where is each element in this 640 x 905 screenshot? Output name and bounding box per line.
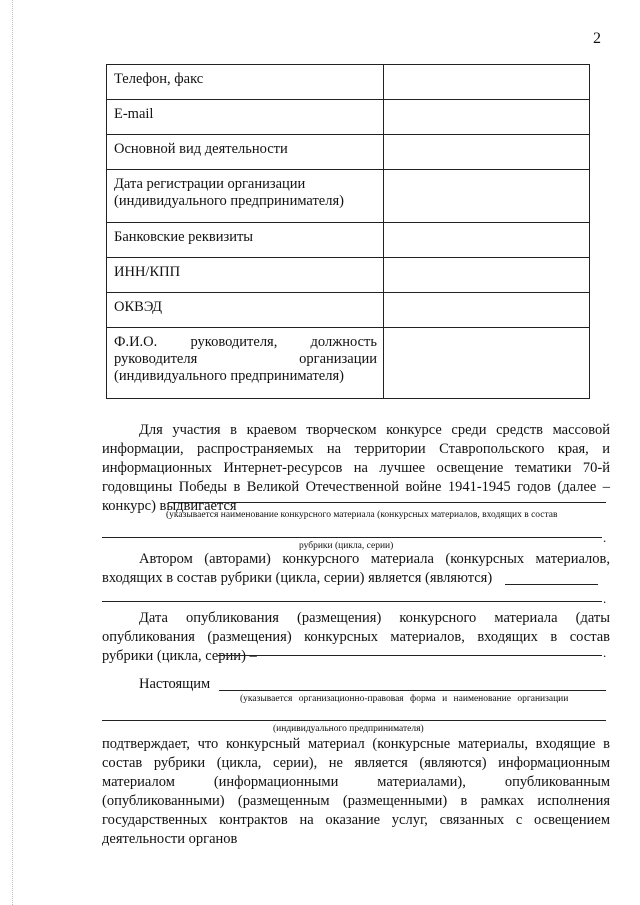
row-label: ОКВЭД — [107, 293, 384, 328]
table-row — [107, 328, 590, 399]
row-value[interactable] — [384, 293, 590, 328]
table-row — [107, 258, 590, 293]
page-number: 2 — [593, 30, 601, 47]
row-value[interactable] — [384, 65, 590, 100]
row-value[interactable] — [384, 135, 590, 170]
organization-info-table — [106, 64, 590, 399]
organization-fill-line[interactable] — [219, 690, 606, 691]
table-row — [107, 100, 590, 135]
period-mark: . — [603, 591, 607, 606]
row-value[interactable] — [384, 258, 590, 293]
period-mark: . — [603, 530, 607, 545]
period-mark: . — [603, 645, 607, 660]
row-label: ИНН/КПП — [107, 258, 384, 293]
table-row — [107, 293, 590, 328]
nomination-caption-2: рубрики (цикла, серии) — [299, 541, 394, 551]
organization-fill-line-2[interactable] — [102, 720, 606, 721]
row-label: Дата регистрации организации (индивидуального предпринимателя) — [107, 170, 384, 223]
row-value[interactable] — [384, 100, 590, 135]
author-fill-line-2[interactable] — [102, 601, 602, 602]
row-label: E-mail — [107, 100, 384, 135]
confirmation-paragraph: подтверждает, что конкурсный материал (конкурсные материалы, входящие в состав рубрики (цикла, серии), не является (являются) информационным материалом (информационными материалами), опубликованным (опубликованными) (размещенным (размещенными) в рамках исполнения государственных контрактов на оказание услуг, связанных с освещением деятельности органов — [102, 736, 610, 847]
scan-margin-mark — [12, 0, 15, 905]
row-label: Банковские реквизиты — [107, 223, 384, 258]
row-label: Телефон, факс — [107, 65, 384, 100]
row-value[interactable] — [384, 223, 590, 258]
table-row — [107, 135, 590, 170]
nomination-caption: (указывается наименование конкурсного материала (конкурсных материалов, входящих в состав — [166, 510, 558, 520]
author-paragraph: Автором (авторами) конкурсного материала (конкурсных материалов, входящих в состав рубрики (цикла, серии) является (являются) — [102, 551, 610, 586]
organization-caption-2: (индивидуального предпринимателя) — [273, 724, 424, 734]
nomination-fill-line[interactable] — [168, 502, 606, 503]
table-row — [107, 170, 590, 223]
row-label: Основной вид деятельности — [107, 135, 384, 170]
table-row — [107, 65, 590, 100]
organization-caption: (указывается организационно-правовая форма и наименование организации — [240, 694, 569, 704]
hereby-label: Настоящим — [139, 676, 211, 692]
row-value[interactable] — [384, 170, 590, 223]
row-value[interactable] — [384, 328, 590, 399]
author-fill-line[interactable] — [505, 584, 598, 585]
publication-date-fill-line[interactable] — [218, 655, 602, 656]
publication-date-paragraph: Дата опубликования (размещения) конкурсного материала (даты опубликования (размещения) конкурсных материалов, входящих в состав рубрики (цикла, серии) – — [102, 610, 610, 664]
nomination-fill-line-2[interactable] — [102, 537, 602, 538]
table-row — [107, 223, 590, 258]
row-label: Ф.И.О. руководителя, должность руководителя организации (индивидуального предпринимателя) — [107, 328, 384, 399]
nomination-paragraph: Для участия в краевом творческом конкурсе среди средств массовой информации, распространяемых на территории Ставропольского края, и информационных Интернет-ресурсов на лучшее освещение тематики 70-й годовщины Победы в Великой Отечественной войне 1941-1945 годов (далее – конкурс) выдвигается — [102, 422, 610, 514]
